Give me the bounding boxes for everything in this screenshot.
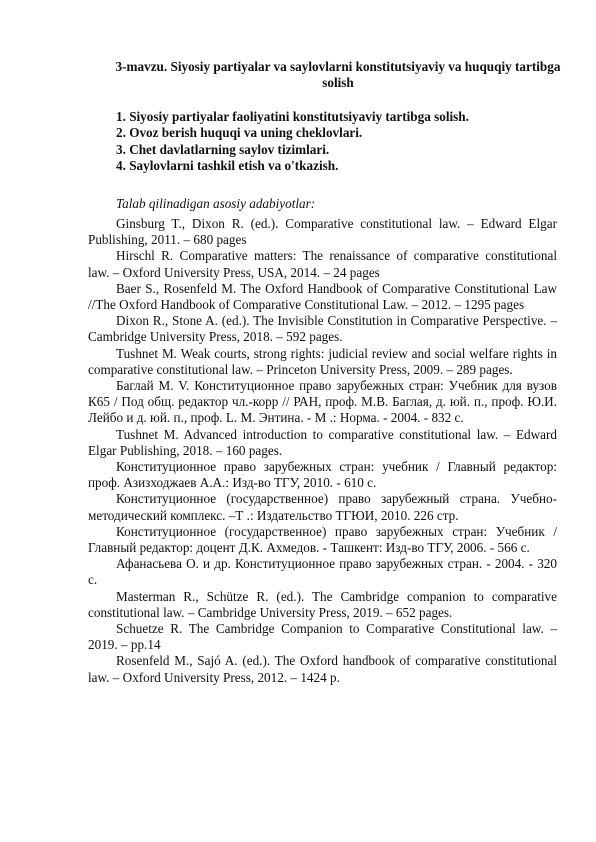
reference-item: Schuetze R. The Cambridge Companion to Comparative Constitutional law. – 2019. – pp.14 [88, 621, 557, 653]
literature-heading: Talab qilinadigan asosiy adabiyotlar: [116, 196, 316, 211]
reference-item: Конституционное (государственное) право зарубежный страна. Учебно-методический комплекс. –Т .: Издательство ТГЮИ, 2010. 226 стр. [88, 491, 557, 523]
reference-item: Rosenfeld M., Sajó A. (ed.). The Oxford handbook of comparative constitutional law. – Oxford University Press, 2012. – 1424 p. [88, 653, 557, 685]
reference-item: Tushnet M. Weak courts, strong rights: judicial review and social welfare rights in comparative constitutional law. – Princeton University Press, 2009. – 289 pages. [88, 345, 557, 377]
reference-item: Masterman R., Schütze R. (ed.). The Cambridge companion to comparative constitutional law. – Cambridge University Press, 2019. – 652 pages. [88, 588, 557, 620]
reference-item: Баглай М. V. Конституционное право зарубежных стран: Учебник для вузов К65 / Под общ. редактор чл.-корр // РАН, проф. М.В. Баглая, д. юй. п., проф. Ю.И. Лейбо и д. юй. п., проф. L. М. Энтина. - М .: Норма. - 2004. - 832 с. [88, 378, 557, 426]
plan-item: 3. Chet davlatlarning saylov tizimlari. [116, 141, 330, 157]
reference-item: Афанасьева О. и др. Конституционное право зарубежных стран. - 2004. - 320 с. [88, 556, 557, 588]
plan-item: 1. Siyosiy partiyalar faoliyatini konstitutsiyaviy tartibga solish. [116, 109, 469, 124]
plan-item: 4. Saylovlarni tashkil etish va o'tkazish. [116, 158, 339, 174]
reference-list [88, 216, 557, 686]
reference-item: Baer S., Rosenfeld M. The Oxford Handbook of Comparative Constitutional Law //The Oxford Handbook of Comparative Constitutional Law. – 2012. – 1295 pages [88, 280, 557, 313]
plan-item: 2. Ovoz berish huquqi va uning cheklovlari. [116, 125, 363, 141]
reference-item: Dixon R., Stone A. (ed.). The Invisible Constitution in Comparative Perspective. – Cambridge University Press, 2018. – 592 pages. [88, 313, 557, 345]
page-title: 3-mavzu. Siyosiy partiyalar va saylovlarni konstitutsiyaviy va huquqiy tartibga solish [115, 59, 561, 91]
reference-item: Конституционное право зарубежных стран: учебник / Главный редактор: проф. Азизходжаев А.А.: Изд-во ТГУ, 2010. - 610 с. [88, 459, 557, 491]
topic-plan-list [116, 109, 469, 175]
reference-item: Tushnet M. Advanced introduction to comparative constitutional law. – Edward Elgar Publishing, 2018. – 160 pages. [88, 426, 557, 458]
reference-item: Ginsburg T., Dixon R. (ed.). Comparative constitutional law. – Edward Elgar Publishing, 2011. – 680 pages [88, 216, 557, 248]
reference-item: Hirschl R. Comparative matters: The renaissance of comparative constitutional law. – Oxford University Press, USA, 2014. – 24 pages [88, 248, 557, 280]
reference-item: Конституционное (государственное) право зарубежных стран: Учебник / Главный редактор: доцент Д.К. Ахмедов. - Ташкент: Изд-во ТГУ, 2006. - 566 с. [88, 523, 557, 556]
